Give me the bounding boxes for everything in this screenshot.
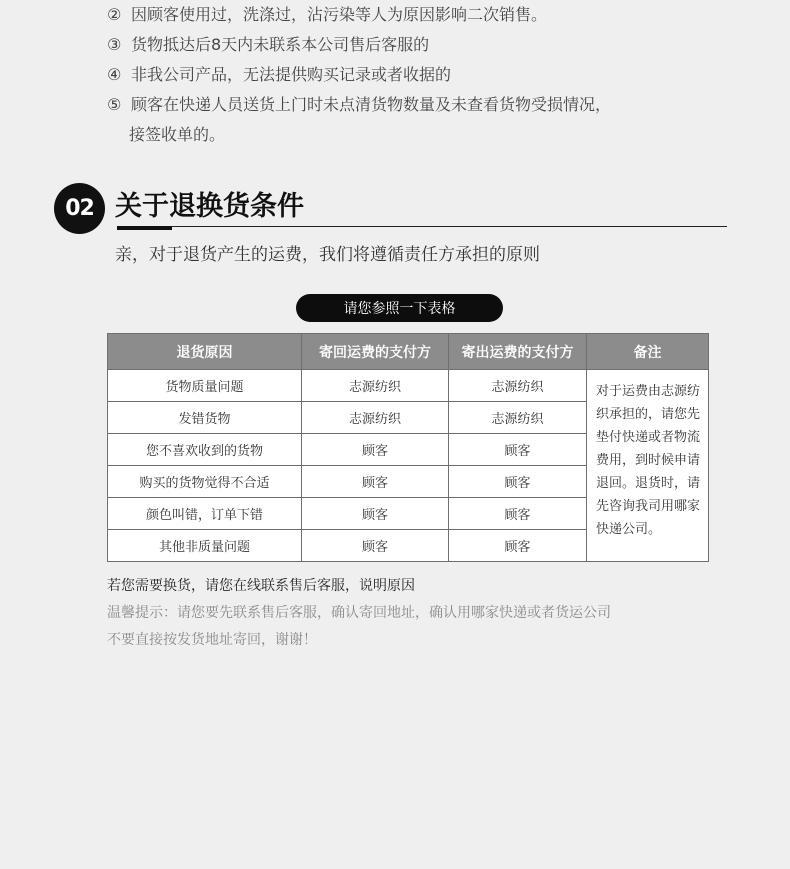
note-line: 垫付快递或者物流: [596, 430, 701, 445]
cell-reason: 发错货物: [108, 402, 302, 434]
term-item: [107, 30, 747, 60]
note-line: 退回。退货时，请: [596, 476, 701, 491]
term-text: 因顾客使用过，洗涤过，沾污染等人为原因影响二次销售。: [131, 5, 548, 24]
note-line: 对于运费由志源纺: [596, 384, 701, 399]
section-number-badge: 02: [54, 183, 105, 234]
warm-tip-continued: 不要直接按发货地址寄回，谢谢！: [107, 632, 317, 648]
cell-return-payer: 顾客: [302, 434, 449, 466]
section-intro: 亲，对于退货产生的运费，我们将遵循责任方承担的原则: [115, 245, 540, 265]
cell-send-payer: 顾客: [449, 434, 587, 466]
cell-reason: 您不喜欢收到的货物: [108, 434, 302, 466]
note-line: 先咨询我司用哪家: [596, 499, 701, 514]
term-number: ④: [107, 65, 122, 84]
term-continuation: 接签收单的。: [129, 125, 226, 144]
exchange-instruction: 若您需要换货，请您在线联系售后客服，说明原因: [107, 578, 415, 594]
header-send-payer: 寄出运费的支付方: [449, 334, 587, 370]
term-item: [107, 60, 747, 90]
cell-return-payer: 志源纺织: [302, 370, 449, 402]
cell-return-payer: 顾客: [302, 466, 449, 498]
cell-return-payer: 顾客: [302, 498, 449, 530]
term-item: [107, 0, 747, 30]
cell-send-payer: 顾客: [449, 466, 587, 498]
cell-return-payer: 顾客: [302, 530, 449, 562]
title-divider-accent: [117, 226, 172, 230]
cell-reason: 购买的货物觉得不合适: [108, 466, 302, 498]
cell-return-payer: 志源纺织: [302, 402, 449, 434]
cell-send-payer: 顾客: [449, 530, 587, 562]
section-title: 关于退换货条件: [115, 191, 304, 222]
term-item: [107, 90, 747, 120]
title-divider: [117, 226, 727, 227]
term-text: 顾客在快递人员送货上门时未点清货物数量及未查看货物受损情况，: [131, 95, 612, 114]
cell-send-payer: 志源纺织: [449, 402, 587, 434]
term-number: ②: [107, 5, 122, 24]
return-shipping-table: [107, 333, 709, 562]
cell-send-payer: 志源纺织: [449, 370, 587, 402]
note-line: 快递公司。: [596, 522, 662, 537]
header-note: 备注: [587, 334, 709, 370]
footer-notes: [107, 576, 727, 657]
warm-tip: 温馨提示：请您要先联系售后客服，确认寄回地址，确认用哪家快递或者货运公司: [107, 605, 611, 621]
term-number: ③: [107, 35, 122, 54]
term-number: ⑤: [107, 95, 122, 114]
table-row: [108, 370, 709, 402]
cell-reason: 货物质量问题: [108, 370, 302, 402]
cell-reason: 其他非质量问题: [108, 530, 302, 562]
table-header-row: [108, 334, 709, 370]
terms-list: [107, 0, 747, 150]
note-line: 费用，到时候申请: [596, 453, 701, 468]
cell-reason: 颜色叫错，订单下错: [108, 498, 302, 530]
term-text: 非我公司产品，无法提供购买记录或者收据的: [131, 65, 452, 84]
cell-note: [587, 370, 709, 562]
header-return-payer: 寄回运费的支付方: [302, 334, 449, 370]
table-caption-pill: 请您参照一下表格: [296, 294, 503, 322]
term-text: 货物抵达后8天内未联系本公司售后客服的: [131, 35, 430, 54]
header-return-reason: 退货原因: [108, 334, 302, 370]
cell-send-payer: 顾客: [449, 498, 587, 530]
note-line: 织承担的，请您先: [596, 407, 701, 422]
